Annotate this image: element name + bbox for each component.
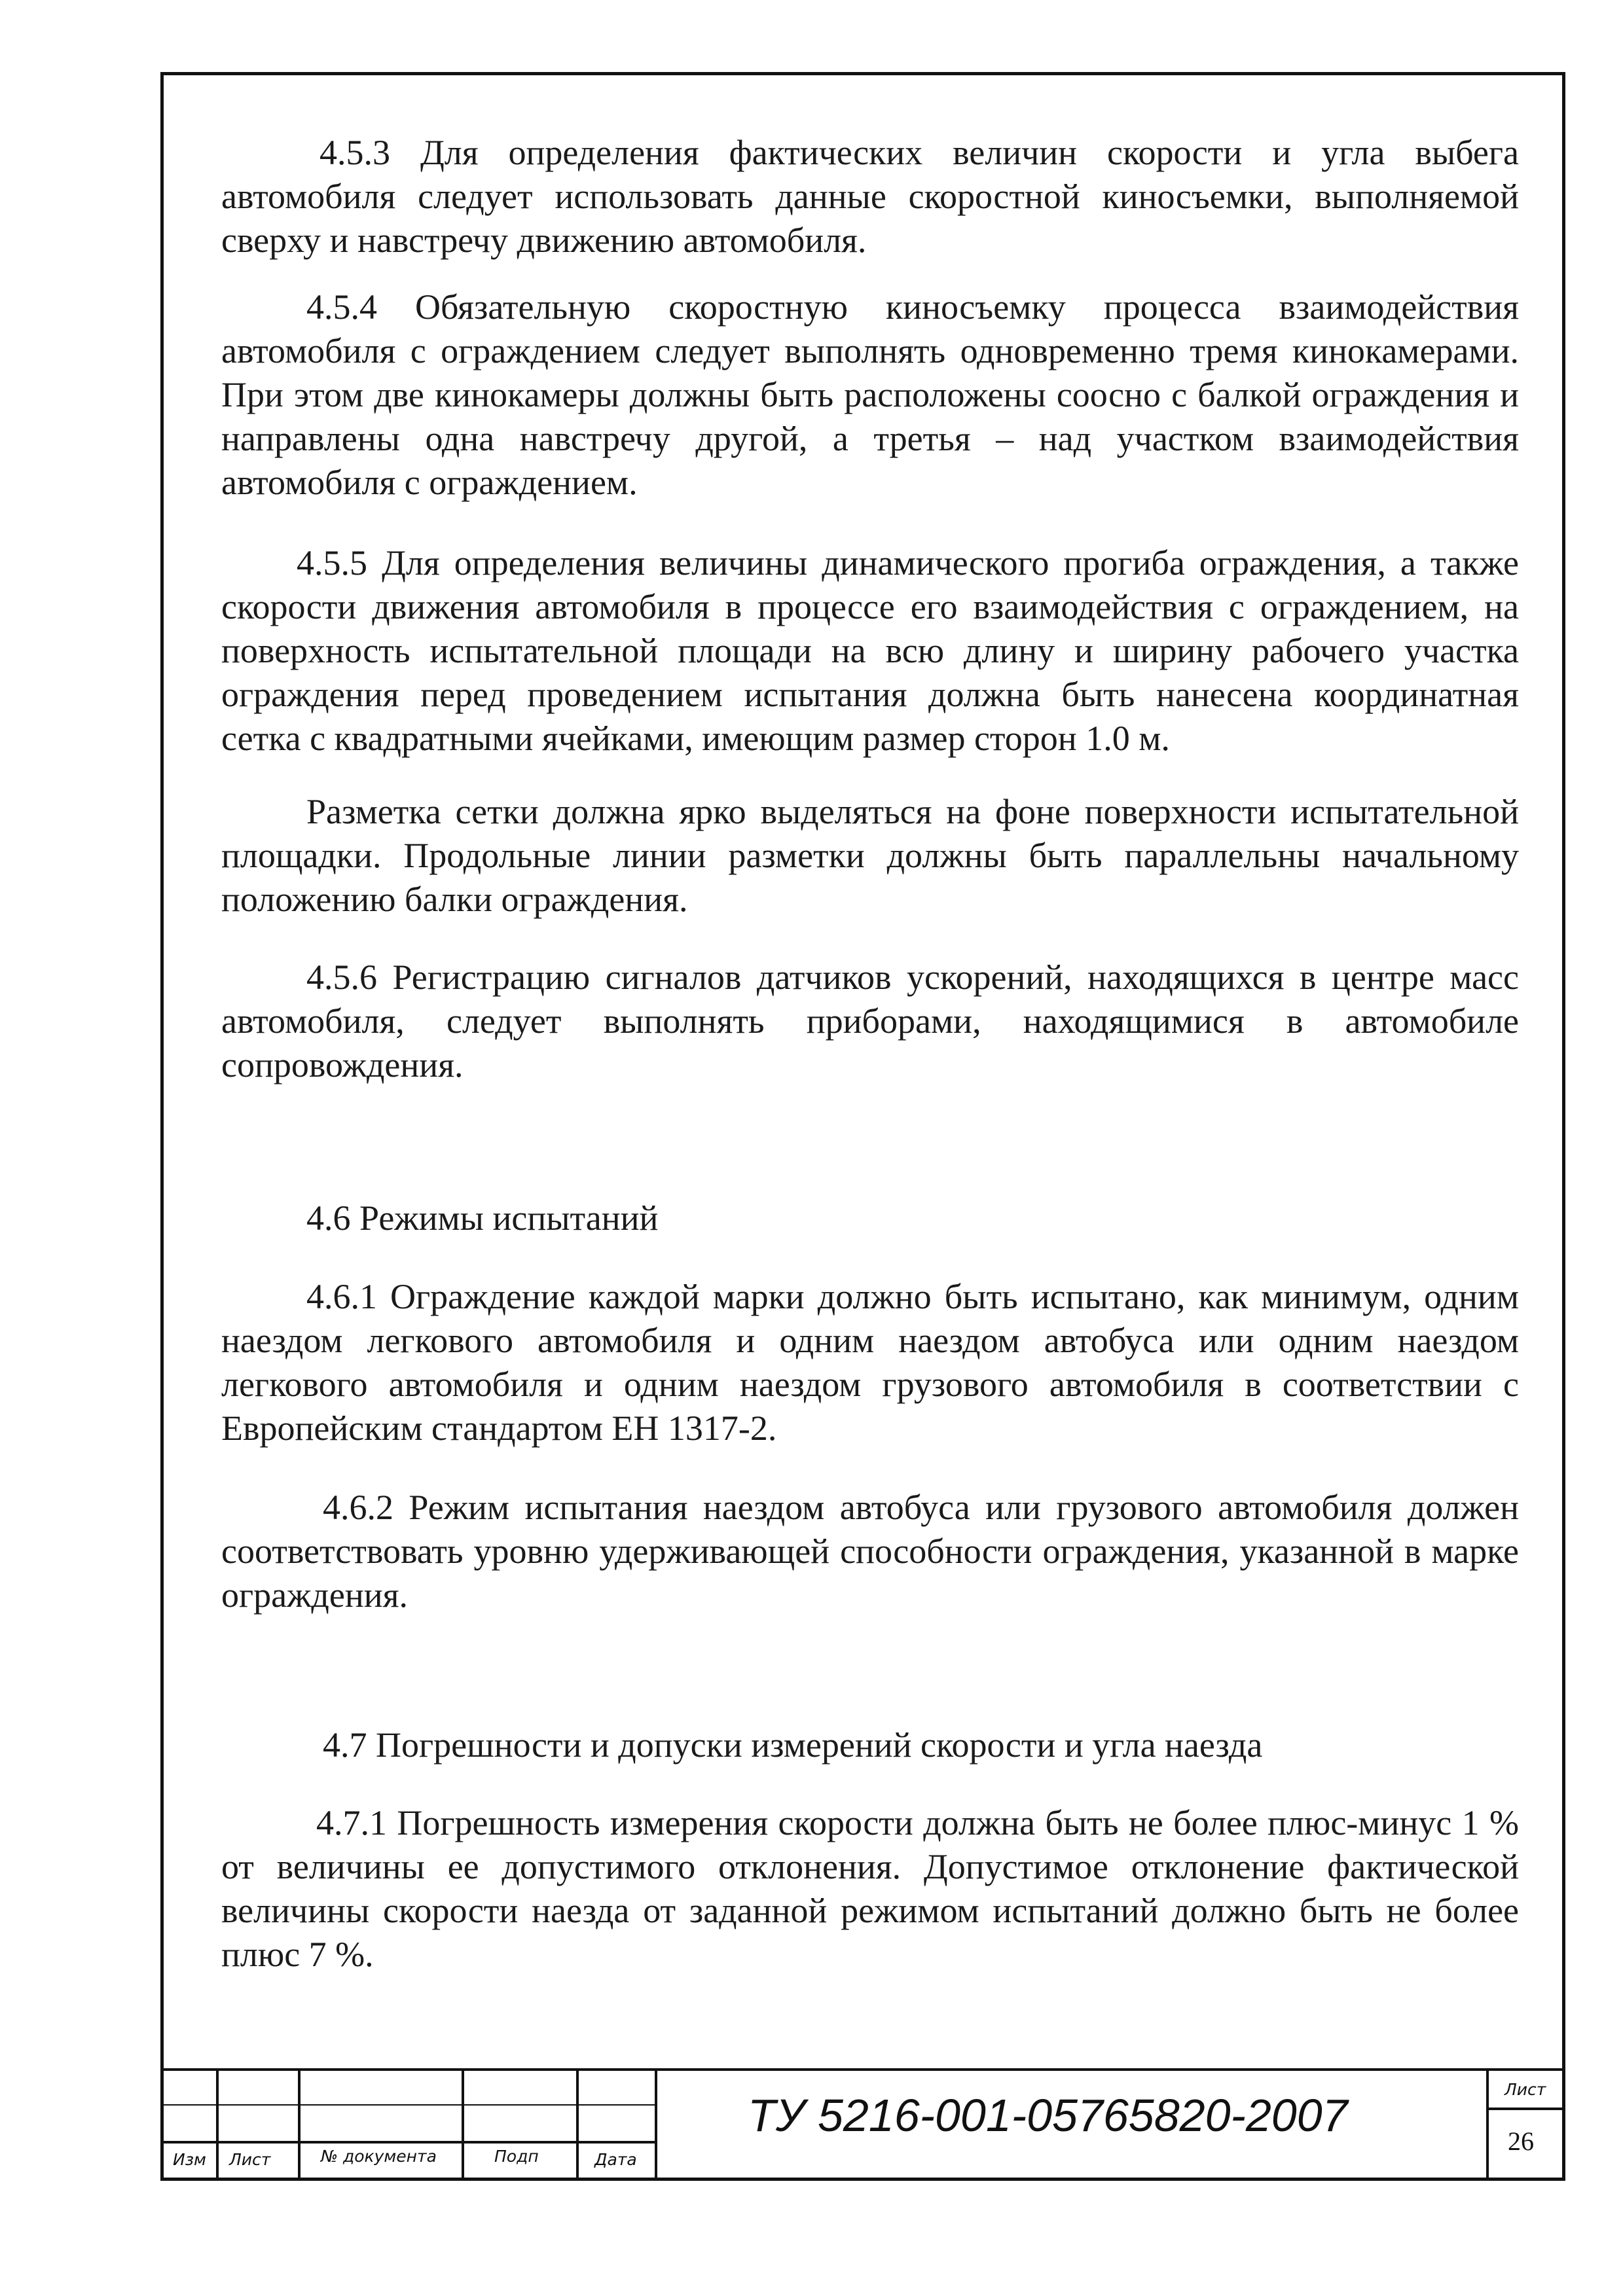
paragraph-4-7-1: 4.7.1 Погрешность измерения скорости должна быть не более плюс-минус 1 % от величины ее допустимого отклонения. Допустимое отклонение фактической величины скорости наезда от заданной режимом испытаний должно быть не более плюс 7 %.	[221, 1803, 1519, 1974]
paragraph-4-6-1: 4.6.1 Ограждение каждой марки должно быть испытано, как минимум, одним наездом легкового автомобиля и одним наездом автобуса или одним наездом легкового автомобиля и одним наездом грузового автомобиля в соответствии с Европейским стандартом ЕН 1317-2.	[221, 1277, 1519, 1448]
title-block	[164, 2068, 1562, 2178]
sheet-number: 26	[1508, 2126, 1534, 2156]
paragraph-4-5-4: 4.5.4 Обязательную скоростную киносъемку процесса взаимодействия автомобиля с ограждением следует выполнять одновременно тремя кинокамерами. При этом две кинокамеры должны быть расположены соосно с балкой ограждения и направлены одна навстречу другой, а третья – над участком взаимодействия автомобиля с ограждением.	[221, 287, 1519, 502]
izm-label: Изм	[173, 2150, 206, 2169]
paragraph-4-5-3: 4.5.3 Для определения фактических величин скорости и угла выбега автомобиля следует использовать данные скоростной киносъемки, выполняемой сверху и навстречу движению автомобиля.	[221, 133, 1519, 260]
heading-4-7: 4.7 Погрешности и допуски измерений скорости и угла наезда	[323, 1725, 1263, 1765]
document-designation: ТУ 5216-001-05765820-2007	[748, 2090, 1348, 2141]
paragraph-4-6-2: 4.6.2 Режим испытания наездом автобуса или грузового автомобиля должен соответствовать уровню удерживающей способности ограждения, указанной в марке ограждения.	[221, 1488, 1519, 1615]
paragraph-grid-marking: Разметка сетки должна ярко выделяться на фоне поверхности испытательной площадки. Продольные линии разметки должны быть параллельны начальному положению балки ограждения.	[221, 792, 1519, 919]
signature-label: Подп	[494, 2147, 539, 2166]
date-label: Дата	[594, 2150, 637, 2169]
sheet-label: Лист	[1504, 2080, 1546, 2099]
doc-number-label: № документа	[321, 2147, 437, 2166]
list-label: Лист	[229, 2150, 271, 2169]
paragraph-4-5-6: 4.5.6 Регистрацию сигналов датчиков ускорений, находящихся в центре масс автомобиля, следует выполнять приборами, находящимися в автомобиле сопровождения.	[221, 958, 1519, 1085]
heading-4-6: 4.6 Режимы испытаний	[306, 1198, 659, 1238]
paragraph-4-5-5: 4.5.5 Для определения величины динамического прогиба ограждения, а также скорости движения автомобиля в процессе его взаимодействия с ограждением, на поверхность испытательной площади на всю длину и ширину рабочего участка ограждения перед проведением испытания должна быть нанесена координатная сетка с квадратными ячейками, имеющим размер сторон 1.0 м.	[221, 543, 1519, 758]
